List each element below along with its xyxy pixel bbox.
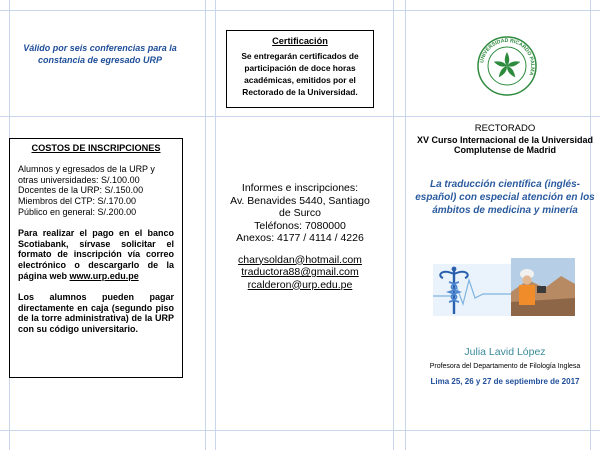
guide-line [393,0,394,450]
course-header [412,124,598,156]
payment-instructions [18,228,174,282]
cost-line: Docentes de la URP: S/.150.00 [18,185,144,196]
guide-line [0,116,600,117]
mining-worker-image [511,258,575,316]
validity-note: Válido por seis conferencias para la constancia de egresado URP [23,43,177,65]
email-link[interactable]: rcalderon@urp.edu.pe [247,278,353,291]
info-line: Av. Benavides 5440, Santiago [230,194,370,207]
cost-line: Miembros del CTP: S/.170.00 [18,196,137,207]
email-list [212,254,388,292]
author-name: Julia Lavid López [464,346,546,358]
guide-line [205,0,206,450]
contact-info [212,182,388,291]
rectorado-label: RECTORADO [474,123,536,134]
guide-line [0,430,600,431]
cost-line: otras universidades: S/.100.00 [18,174,140,185]
course-series: XV Curso Internacional de la Universidad Complutense de Madrid [416,134,594,155]
info-line: de Surco [278,207,322,219]
event-dates: Lima 25, 26 y 27 de septiembre de 2017 [430,377,580,386]
cover-images [433,258,575,322]
info-line: Anexos: 4177 / 4114 / 4226 [236,232,364,244]
cash-payment-note: Los alumnos pueden pagar directamente en caja (segundo piso de la torre administrativa) de la URP con su código universitario. [18,291,174,335]
certificate-title: Certificación [272,36,328,46]
email-link[interactable]: charysoldan@hotmail.com [238,253,362,266]
author-affiliation: Profesora del Departamento de Filología Inglesa [429,363,581,370]
email-link[interactable]: traductora88@gmail.com [241,266,359,278]
cost-line: Alumnos y egresados de la URP y [18,163,155,174]
cost-line: Público en general: S/.200.00 [18,206,137,217]
certificate-text: Se entregarán certificados de participación de doce horas académicas, emitidos por el Rectorado de la Universidad. [241,51,359,97]
info-line: Informes e inscripciones: [241,182,359,194]
logo-ring-text: UNIVERSIDAD RICARDO PALMA [479,37,536,77]
costs-box [9,138,183,378]
info-line: Teléfonos: 7080000 [254,219,346,232]
costs-title: COSTOS DE INSCRIPCIONES [31,143,161,153]
payment-text: Para realizar el pago en el banco Scotiabank, sírvase solicitar el formato de inscripción vía correo electrónico o descargarlo de la página web [18,227,174,281]
payment-url-link[interactable]: www.urp.edu.pe [69,270,139,281]
certificate-box [226,30,374,108]
costs-list [18,164,174,218]
course-title: La traducción científica (inglés-español) con especial atención en los ámbitos de medicina y minería [415,179,595,216]
university-seal-logo [477,36,537,96]
guide-line [405,0,406,450]
guide-line [0,10,600,11]
medicine-caduceus-image [433,264,511,316]
